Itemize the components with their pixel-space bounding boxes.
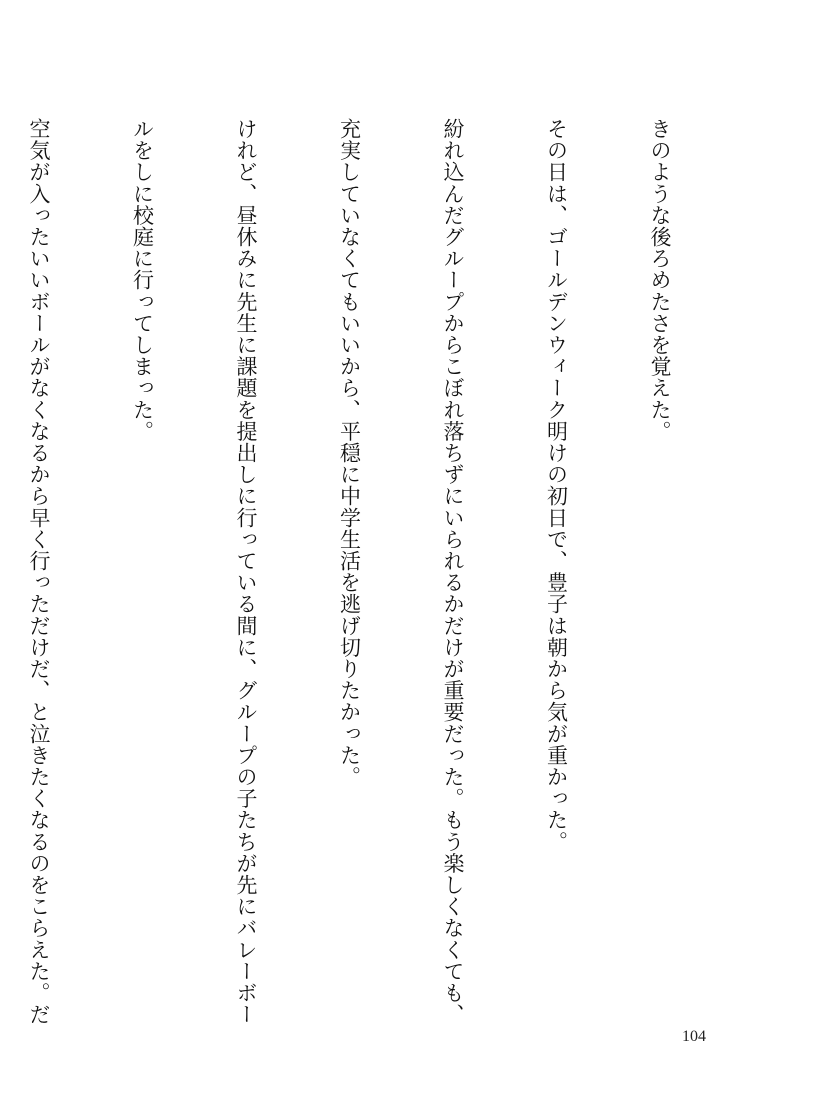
- text-line-3: 紛れ込んだグループからこぼれ落ちずにいられるかだけが重要だった。もう楽しくなくても、: [441, 118, 465, 1026]
- text-line-6: ルをしに校庭に行ってしまった。: [130, 118, 155, 442]
- text-line-4: 充実していなくてもいいから、平穏に中学生活を逃げ切りたかった。: [337, 118, 362, 788]
- text-line-2: その日は、ゴールデンウィーク明けの初日で、豊子は朝から気が重かった。: [544, 118, 569, 853]
- page-number: 104: [682, 1028, 706, 1045]
- text-line-1: きのような後ろめたさを覚えた。: [648, 118, 672, 442]
- text-line-5: けれど、昼休みに先生に課題を提出しに行っている間に、グループの子たちが先にバレーボー: [234, 118, 258, 1026]
- vertical-text-body: [0, 118, 746, 1026]
- text-line-7: 空気が入ったいいボールがなくなるから早く行っただけだ、と泣きたくなるのをこらえた。だ: [27, 118, 51, 1026]
